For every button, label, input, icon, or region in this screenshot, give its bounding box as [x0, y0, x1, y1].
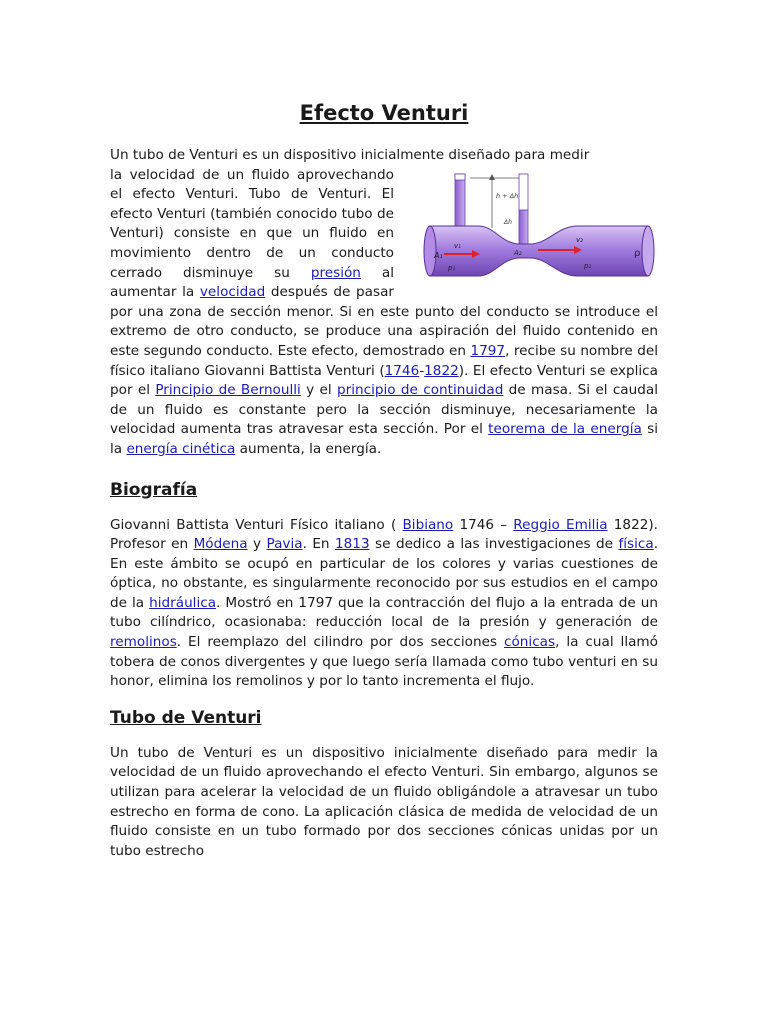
- link-reggio-emilia[interactable]: Reggio Emilia: [513, 516, 608, 533]
- label-v2: v₂: [576, 235, 583, 244]
- link-principio-continuidad[interactable]: principio de continuidad: [337, 382, 504, 399]
- bio-text: 1822). Profesor en: [110, 516, 658, 553]
- tubo-paragraph: Un tubo de Venturi es un dispositivo inicialmente diseñado para medir la velocidad de un fluido aprovechando el efecto Venturi. Sin embargo, algunos se utilizan para acelerar la velocidad de un fluido obligándole a atravesar un tubo estrecho en forma de cono. La aplicación clásica de medida de velocidad de un fluido consiste en un tubo formado por dos secciones cónicas unidas por un tubo estrecho: [110, 744, 658, 859]
- link-teorema-energia[interactable]: teorema de la energía: [488, 421, 642, 438]
- bio-text: Giovanni Battista Venturi Físico italiano (: [110, 516, 403, 533]
- link-principio-bernoulli[interactable]: Principio de Bernoulli: [155, 382, 301, 399]
- label-p2: p₂: [584, 261, 592, 270]
- label-a2: A₂: [514, 248, 522, 257]
- bio-text: . Mostró en 1797 que la contracción del flujo a la entrada de un tubo cilíndrico, ocasionaba: reducción local de la presión y generación de: [110, 594, 658, 631]
- intro-text: cerrado disminuye su: [110, 264, 311, 281]
- intro-text: al aumentar la: [110, 264, 394, 301]
- right-column-empty: [519, 174, 528, 210]
- section-heading-tubo-de-venturi: Tubo de Venturi: [110, 707, 262, 728]
- bio-text: 1746 –: [453, 516, 514, 533]
- bio-text: , la cual llamó tobera de conos divergentes y que luego sería llamada como tubo venturi en su honor, elimina los remolinos y por lo tanto incrementa el flujo.: [110, 634, 658, 690]
- intro-text: si la: [110, 421, 659, 457]
- link-bibiano[interactable]: Bibiano: [402, 516, 454, 533]
- venturi-tube-figure: [408, 170, 658, 288]
- label-v1: v₁: [454, 241, 461, 250]
- bio-text: . El reemplazo del cilindro por dos secciones: [176, 634, 505, 651]
- tube-right-end: [642, 226, 654, 276]
- label-a1: A₁: [434, 250, 443, 260]
- intro-text: después de pasar por una zona de sección menor. Si en este punto del conducto se introduce el extremo de otro conducto, se produce una aspiración del fluido contenido en este segundo conducto. Este efecto, demostrado en: [110, 284, 658, 359]
- intro-text: aumenta, la energía.: [235, 440, 382, 457]
- intro-text: ). El efecto Venturi se explica por el: [110, 362, 658, 399]
- bio-text: y: [247, 536, 267, 553]
- link-remolinos[interactable]: remolinos: [110, 634, 177, 651]
- bio-text: . En: [302, 536, 335, 553]
- label-p1: p₁: [448, 263, 456, 272]
- intro-text: y el: [300, 382, 337, 399]
- link-fisica[interactable]: física: [618, 536, 654, 553]
- section-heading-biografia: Biografía: [110, 479, 198, 500]
- page-title: Efecto Venturi: [299, 101, 469, 125]
- link-hidraulica[interactable]: hidráulica: [149, 594, 217, 611]
- link-presion[interactable]: presión: [310, 264, 361, 281]
- link-energia-cinetica[interactable]: energía cinética: [126, 440, 236, 457]
- intro-text: de masa. Si el caudal de un fluido es constante pero la sección disminuye, necesariamente la velocidad aumenta tras atravesar esta sección. Por el: [110, 382, 658, 438]
- intro-wrap-text: la velocidad de un fluido aprovechando el efecto Venturi. Tubo de Venturi. El efecto Venturi (también conocido tubo de Venturi) consiste en que un fluido en movimiento dentro de un conducto: [110, 166, 394, 261]
- bio-text: . En este ámbito se ocupó en particular de los colores y varias cuestiones de óptica, no obstante, es singularmente reconocido por sus estudios en el campo de la: [110, 536, 659, 611]
- link-1813[interactable]: 1813: [335, 536, 370, 553]
- biografia-paragraph: [110, 516, 658, 692]
- intro-text: -: [419, 362, 425, 379]
- intro-text: , recibe su nombre del físico italiano Giovanni Battista Venturi (: [110, 342, 658, 379]
- link-pavia[interactable]: Pavia: [266, 536, 303, 553]
- link-conicas[interactable]: cónicas: [504, 634, 556, 651]
- label-dh: Δh: [504, 218, 512, 226]
- link-1746[interactable]: 1746: [384, 362, 420, 379]
- bio-text: se dedico a las investigaciones de: [369, 536, 619, 553]
- link-1822[interactable]: 1822: [424, 362, 459, 379]
- intro-first-line: Un tubo de Venturi es un dispositivo inicialmente diseñado para medir: [110, 147, 590, 163]
- left-column-top: [455, 174, 465, 180]
- document-content: [110, 98, 658, 861]
- link-velocidad[interactable]: velocidad: [199, 284, 266, 301]
- link-modena[interactable]: Módena: [193, 536, 248, 553]
- label-h-dh: h + Δh: [496, 191, 519, 200]
- label-rho: ρ: [634, 247, 641, 259]
- link-1797[interactable]: 1797: [470, 342, 506, 359]
